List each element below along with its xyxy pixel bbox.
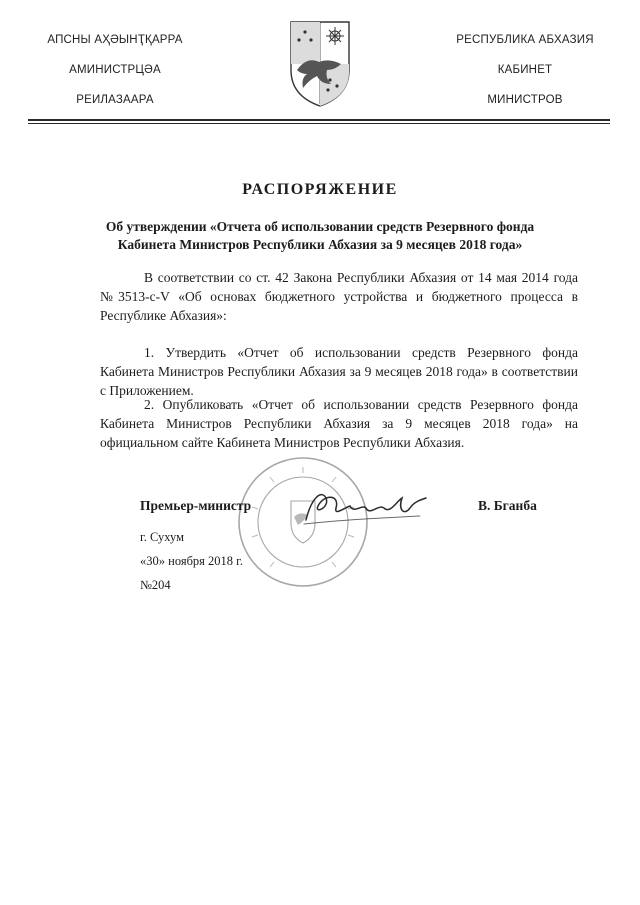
issue-city: г. Сухум <box>140 530 185 544</box>
header-right-block <box>420 30 630 120</box>
signatory-name: В. Бганба <box>478 498 537 513</box>
header-divider-thin <box>28 123 610 124</box>
header-right-line: КАБИНЕТ <box>497 64 553 76</box>
coat-of-arms-icon <box>285 18 355 108</box>
header-left-line: АПСНЫ АҲӘЫНҬҚАРРА <box>47 34 183 46</box>
signatory-role: Премьер-министр <box>140 498 252 513</box>
header-left-line: РЕИЛАЗААРА <box>76 94 154 106</box>
subtitle-line: Об утверждении «Отчета об использовании средств Резервного фонда <box>105 219 535 234</box>
header-divider <box>28 119 610 121</box>
header-left-block <box>10 30 220 120</box>
subtitle-line: Кабинета Министров Республики Абхазия за 9 месяцев 2018 года» <box>117 237 523 252</box>
document-subtitle <box>60 218 580 254</box>
preamble-paragraph: В соответствии со ст. 42 Закона Республики Абхазия от 14 мая 2014 года №3513-с-V «Об основах бюджетного устройства и бюджетного процесса в Республике Абхазия»: <box>100 270 578 323</box>
header-right-line: МИНИСТРОВ <box>487 94 563 106</box>
header-right-line: РЕСПУБЛИКА АБХАЗИЯ <box>456 34 594 46</box>
decision-item-1: 1. Утвердить «Отчет об использовании средств Резервного фонда Кабинета Министров Республики Абхазия за 9 месяцев 2018 года» в соответствии с Приложением. <box>100 345 578 398</box>
handwritten-signature <box>300 486 440 528</box>
header-left-line: АМИНИСТРЦӘА <box>69 64 161 76</box>
document-number: №204 <box>140 578 171 592</box>
issue-date: «30» ноября 2018 г. <box>140 554 244 568</box>
document-title: РАСПОРЯЖЕНИЕ <box>242 181 398 198</box>
decision-item-2: 2. Опубликовать «Отчет об использовании средств Резервного фонда Кабинета Министров Республики Абхазия за 9 месяцев 2018 года» на официальном сайте Кабинета Министров Республики Абхазия. <box>100 397 578 450</box>
